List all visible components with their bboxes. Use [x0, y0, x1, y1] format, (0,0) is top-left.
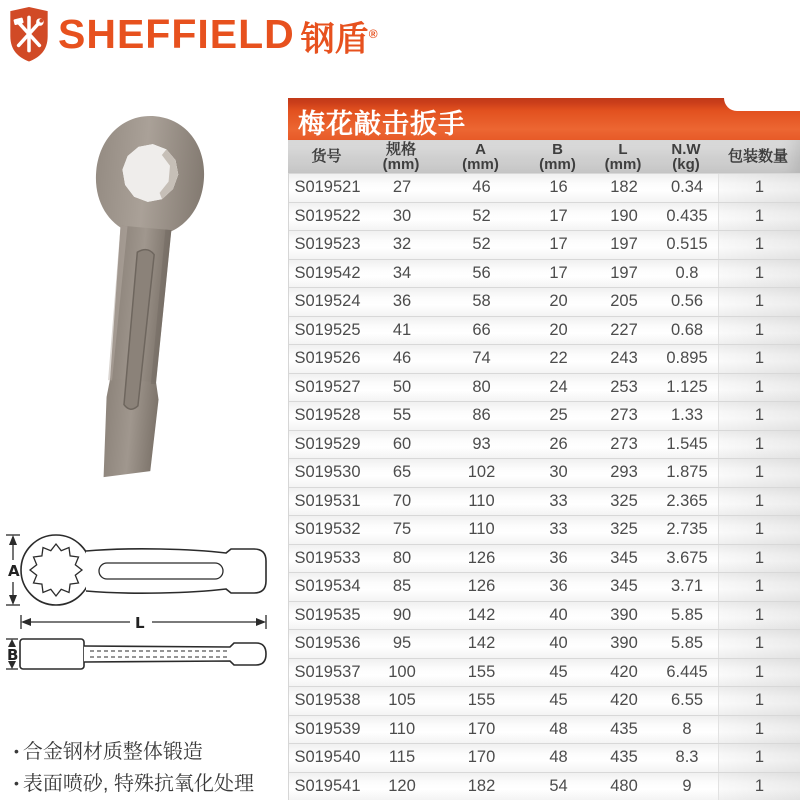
shield-tools-icon [8, 6, 50, 62]
spec-cell: 1 [718, 260, 800, 288]
spec-cell: 1 [718, 488, 800, 516]
table-row [289, 772, 800, 800]
table-row [289, 259, 800, 288]
spec-cell: 190 [610, 206, 638, 225]
spec-cell: 227 [610, 320, 638, 339]
spec-cell: 40 [549, 634, 568, 653]
table-row [289, 344, 800, 373]
spec-cell: 85 [392, 577, 412, 596]
item-code-cell: S019529 [294, 434, 361, 453]
spec-cell: 1 [718, 659, 800, 687]
spec-cell: 41 [392, 320, 412, 339]
spec-cell: 3.71 [670, 577, 704, 596]
spec-cell: 45 [549, 662, 568, 681]
table-row [289, 173, 800, 202]
spec-cell: 60 [392, 434, 412, 453]
spec-cell: 293 [610, 463, 638, 482]
spec-cell: 36 [549, 548, 568, 567]
spec-cell: 17 [549, 206, 568, 225]
spec-cell: 95 [392, 634, 412, 653]
spec-cell: 22 [549, 349, 568, 368]
spec-cell: 1 [718, 203, 800, 231]
item-code-cell: S019542 [294, 263, 361, 282]
spec-cell: 8 [682, 719, 692, 738]
spec-cell: 5.85 [670, 605, 704, 624]
spec-cell: 6.445 [666, 662, 708, 681]
spec-cell: 1.545 [666, 434, 708, 453]
spec-cell: 170 [467, 748, 496, 767]
spec-cell: 1 [718, 630, 800, 658]
spec-cell: 420 [610, 662, 638, 681]
feature-item: • 表面喷砂, 特殊抗氧化处理 [14, 773, 255, 795]
column-header: B (mm) [539, 140, 576, 173]
item-code-cell: S019534 [294, 577, 361, 596]
spec-cell: 1 [718, 744, 800, 772]
table-row [289, 316, 800, 345]
dim-label-a: A [8, 562, 20, 580]
spec-cell: 105 [388, 691, 416, 710]
item-code-cell: S019523 [294, 235, 361, 254]
dim-label-l: L [135, 614, 145, 632]
spec-panel [288, 98, 800, 800]
spec-cell: 0.8 [675, 263, 699, 282]
spec-cell: 345 [610, 548, 638, 567]
spec-cell: 243 [610, 349, 638, 368]
table-row [289, 515, 800, 544]
spec-cell: 273 [610, 406, 638, 425]
bullet-icon: • [14, 743, 19, 759]
spec-cell: 16 [549, 178, 568, 197]
spec-cell: 0.515 [666, 235, 708, 254]
spec-cell: 1 [718, 773, 800, 800]
spec-cell: 0.34 [670, 178, 704, 197]
item-code-cell: S019524 [294, 292, 361, 311]
spec-cell: 0.68 [670, 320, 704, 339]
item-code-cell: S019531 [294, 491, 361, 510]
column-header: A (mm) [462, 140, 499, 173]
spec-cell: 1 [718, 573, 800, 601]
spec-cell: 27 [392, 178, 412, 197]
column-header: 货号 [311, 148, 342, 165]
spec-cell: 74 [472, 349, 491, 368]
spec-cell: 110 [468, 491, 495, 510]
spec-cell: 70 [392, 491, 412, 510]
spec-cell: 56 [472, 263, 491, 282]
spec-cell: 390 [610, 605, 638, 624]
spec-cell: 1 [718, 231, 800, 259]
spec-cell: 1 [718, 545, 800, 573]
table-row [289, 487, 800, 516]
spec-cell: 30 [549, 463, 568, 482]
brand-name: SHEFFIELD [58, 11, 295, 57]
spec-cell: 1 [718, 402, 800, 430]
spec-cell: 80 [472, 377, 491, 396]
spec-cell: 253 [610, 377, 638, 396]
column-header: 规格 (mm) [382, 140, 420, 173]
spec-cell: 197 [610, 235, 638, 254]
spec-cell: 32 [392, 235, 412, 254]
item-code-cell: S019535 [294, 605, 361, 624]
spec-cell: 1 [718, 602, 800, 630]
spec-cell: 46 [472, 178, 491, 197]
spec-table-body [288, 173, 800, 800]
spec-cell: 100 [388, 662, 416, 681]
spec-cell: 5.85 [670, 634, 704, 653]
spec-cell: 110 [468, 520, 495, 539]
spec-cell: 1 [718, 374, 800, 402]
spec-cell: 110 [388, 719, 416, 738]
spec-cell: 155 [467, 691, 496, 710]
spec-cell: 435 [610, 719, 638, 738]
spec-cell: 435 [610, 748, 638, 767]
spec-cell: 17 [549, 235, 568, 254]
spec-cell: 33 [549, 491, 568, 510]
item-code-cell: S019530 [294, 463, 361, 482]
table-row [289, 458, 800, 487]
spec-cell: 34 [392, 263, 412, 282]
item-code-cell: S019541 [294, 776, 361, 795]
spec-cell: 1 [718, 716, 800, 744]
spec-cell: 50 [392, 377, 412, 396]
spec-cell: 17 [549, 263, 568, 282]
table-header-row [288, 140, 800, 173]
item-code-cell: S019532 [294, 520, 361, 539]
column-header: L (mm) [604, 140, 642, 173]
feature-item: • 合金钢材质整体锻造 [14, 741, 203, 763]
spec-cell: 20 [549, 320, 568, 339]
spec-cell: 65 [392, 463, 412, 482]
spec-cell: 2.735 [666, 520, 708, 539]
spec-cell: 80 [392, 548, 412, 567]
spec-cell: 182 [610, 178, 638, 197]
spec-cell: 0.895 [666, 349, 708, 368]
item-code-cell: S019522 [294, 206, 361, 225]
table-row [289, 743, 800, 772]
registered-mark: ® [368, 27, 378, 41]
banner-notch [724, 98, 800, 111]
brand-logo [8, 6, 378, 67]
item-code-cell: S019533 [294, 548, 361, 567]
spec-cell: 1 [718, 345, 800, 373]
spec-cell: 325 [610, 520, 638, 539]
spec-cell: 126 [467, 577, 496, 596]
section-banner [288, 98, 800, 140]
table-row [289, 629, 800, 658]
table-row [289, 544, 800, 573]
spec-cell: 46 [392, 349, 412, 368]
spec-cell: 205 [610, 292, 638, 311]
spec-cell: 45 [549, 691, 568, 710]
spec-cell: 26 [549, 434, 568, 453]
dim-label-b: B [7, 646, 19, 664]
spec-cell: 30 [392, 206, 412, 225]
bullet-icon: • [14, 775, 19, 791]
spec-cell: 1 [718, 516, 800, 544]
table-row [289, 430, 800, 459]
dimension-diagram [2, 520, 280, 695]
spec-cell: 1.33 [670, 406, 704, 425]
spec-cell: 325 [610, 491, 638, 510]
section-title: 梅花敲击扳手 [298, 109, 466, 139]
spec-cell: 2.365 [666, 491, 708, 510]
table-row [289, 686, 800, 715]
spec-cell: 120 [388, 776, 416, 795]
spec-cell: 1 [718, 459, 800, 487]
spec-cell: 52 [472, 206, 491, 225]
item-code-cell: S019539 [294, 719, 361, 738]
spec-cell: 115 [388, 748, 416, 767]
spec-cell: 8.3 [675, 748, 699, 767]
spec-cell: 1 [718, 174, 800, 202]
spec-cell: 345 [610, 577, 638, 596]
spec-cell: 52 [472, 235, 491, 254]
spec-cell: 66 [472, 320, 491, 339]
spec-cell: 182 [467, 776, 496, 795]
item-code-cell: S019537 [294, 662, 361, 681]
spec-cell: 1.875 [666, 463, 708, 482]
product-photo-wrench [68, 88, 273, 503]
spec-cell: 58 [472, 292, 491, 311]
item-code-cell: S019521 [294, 178, 361, 197]
item-code-cell: S019527 [294, 377, 361, 396]
spec-cell: 1 [718, 687, 800, 715]
spec-cell: 390 [610, 634, 638, 653]
item-code-cell: S019526 [294, 349, 361, 368]
spec-cell: 1 [718, 317, 800, 345]
spec-cell: 20 [549, 292, 568, 311]
spec-cell: 273 [610, 434, 638, 453]
spec-cell: 24 [549, 377, 568, 396]
spec-cell: 36 [549, 577, 568, 596]
spec-cell: 54 [549, 776, 568, 795]
spec-cell: 36 [392, 292, 412, 311]
spec-cell: 40 [549, 605, 568, 624]
spec-cell: 75 [392, 520, 412, 539]
table-row [289, 715, 800, 744]
spec-cell: 90 [392, 605, 412, 624]
table-row [289, 287, 800, 316]
spec-cell: 86 [472, 406, 491, 425]
spec-cell: 9 [682, 776, 692, 795]
spec-cell: 48 [549, 719, 568, 738]
item-code-cell: S019540 [294, 748, 361, 767]
spec-cell: 142 [467, 605, 496, 624]
spec-cell: 170 [467, 719, 496, 738]
spec-cell: 1.125 [666, 377, 708, 396]
column-header: N.W (kg) [671, 140, 701, 173]
spec-cell: 480 [610, 776, 638, 795]
item-code-cell: S019538 [294, 691, 361, 710]
spec-cell: 33 [549, 520, 568, 539]
feature-list [14, 736, 280, 800]
table-row [289, 401, 800, 430]
column-header: 包装数量 [727, 148, 788, 165]
spec-cell: 420 [610, 691, 638, 710]
spec-cell: 197 [610, 263, 638, 282]
item-code-cell: S019525 [294, 320, 361, 339]
spec-cell: 48 [549, 748, 568, 767]
spec-cell: 126 [467, 548, 496, 567]
spec-cell: 1 [718, 431, 800, 459]
table-row [289, 373, 800, 402]
table-row [289, 601, 800, 630]
spec-cell: 155 [467, 662, 496, 681]
spec-cell: 3.675 [666, 548, 708, 567]
table-row [289, 658, 800, 687]
brand-cn-name: 钢盾® [300, 20, 378, 59]
spec-cell: 102 [467, 463, 496, 482]
spec-cell: 25 [549, 406, 568, 425]
spec-cell: 0.435 [666, 206, 708, 225]
spec-cell: 93 [472, 434, 491, 453]
spec-cell: 1 [718, 288, 800, 316]
spec-cell: 142 [467, 634, 496, 653]
table-row [289, 572, 800, 601]
item-code-cell: S019536 [294, 634, 361, 653]
spec-cell: 6.55 [670, 691, 704, 710]
item-code-cell: S019528 [294, 406, 361, 425]
spec-cell: 55 [392, 406, 412, 425]
table-row [289, 230, 800, 259]
table-row [289, 202, 800, 231]
spec-cell: 0.56 [670, 292, 704, 311]
